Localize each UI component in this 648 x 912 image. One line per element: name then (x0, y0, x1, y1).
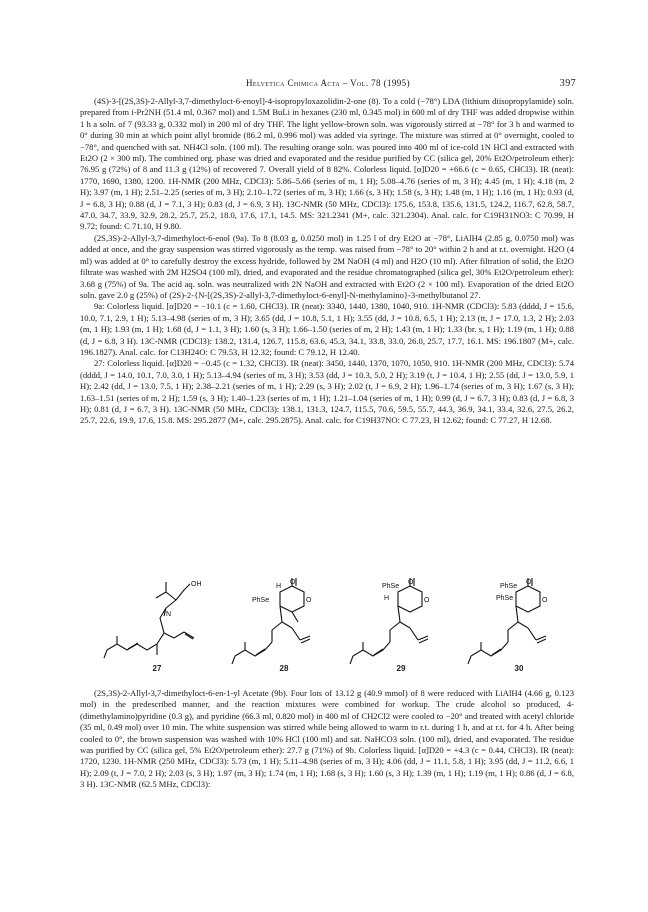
structure-label-29: 29 (396, 664, 406, 673)
atom-label: O (542, 597, 548, 604)
atom-label: O (424, 597, 430, 604)
paragraph-compound-8: (4S)-3-[(2S,3S)-2-Allyl-3,7-dimethyloct-6-enoyl]-4-isopropyloxazolidin-2-one (8). To a cold (−78°) LDA (lithium diisopropylamide) soln. prepared from i-Pr2NH (51.4 ml, 0.367 mol) and 1.5M BuLi in hexanes (230 ml, 0.345 mol) in 600 ml of dry THF was added dropwise within 1 h a soln. of 7 (93.33 g, 0.332 mol) in 200 ml of dry THF. The light yellow-brown soln. was vigorously stirred at −78° for 3 h and warmed to 0° during 30 min at which point allyl bromide (86.2 ml, 0.996 mol) was added via syringe. The mixture was stirred at 0° overnight, cooled to −78°, and quenched with sat. NH4Cl soln. (100 ml). The resulting orange soln. was poured into 400 ml of ice-cold 1N HCl and extracted with Et2O (2 × 300 ml). The combined org. phase was dried and evaporated and the residue purified by CC (silica gel, 20% Et2O/petroleum ether): 76.95 g (72%) of 8 and 11.3 g (12%) of recovered 7. Overall yield of 8 82%. Colorless liquid. [α]D20 = +66.6 (c = 0.65, CHCl3). IR (neat): 1770, 1690, 1380, 1200. 1H-NMR (200 MHz, CDCl3): 5.86–5.66 (series of m, 1 H); 5.08–4.76 (series of m, 3 H); 4.45 (m, 1 H); 4.18 (m, 2 H); 3.97 (m, 1 H); 2.51–2.25 (series of m, 3 H); 2.10–1.72 (series of m, 3 H); 1.66 (s, 3 H); 1.58 (s, 3 H); 1.48 (m, 1 H); 1.16 (m, 1 H); 0.93 (d, J = 6.8, 3 H); 0.88 (d, J = 7.1, 3 H); 0.83 (d, J = 6.9, 3 H). 13C-NMR (50 MHz, CDCl3): 175.6, 153.8, 135.6, 131.5, 124.2, 116.7, 62.8, 58.7, 47.0, 34.7, 33.9, 32.9, 28.2, 25.7, 25.2, 18.0, 17.6, 17.1, 14.5. MS: 321.2341 (M+, calc. 321.2304). Anal. calc. for C19H31NO3: C 70.99, H 9.72; found: C 71.10, H 9.80. (80, 96, 574, 232)
experimental-text-bottom (80, 688, 574, 791)
structure-29 (348, 578, 448, 664)
atom-label: O (526, 579, 532, 586)
atom-label: OH (191, 581, 202, 588)
atom-label: N (166, 611, 172, 618)
atom-label: PhSe (252, 597, 270, 604)
atom-label: H (384, 595, 390, 602)
journal-title: Helvetica Chimica Acta – Vol. 78 (1995) (246, 78, 410, 88)
structure-label-28: 28 (279, 664, 289, 673)
atom-label: H (276, 583, 282, 590)
paragraph-compound-9b: (2S,3S)-2-Allyl-3,7-dimethyloct-6-en-1-yl Acetate (9b). Four lots of 13.12 g (40.9 mmol) of 8 were reduced with LiAlH4 (4.66 g, 0.123 mol) in the predescribed manner, and the reaction mixtures were combined for workup. The crude alcohol so produced, 4-(dimethylamino)pyridine (0.3 g), and pyridine (66.3 ml, 0.820 mol) in 400 ml of CH2Cl2 were cooled to −20° and treated with acetyl chloride (35 ml, 0.49 mol) over 10 min. The white suspension was stirred while being allowed to warm to r.t. during 1 h, and at r.t. for 4 h. After being cooled to 0°, the brown suspension was washed with 10% HCl (100 ml) and sat. NaHCO3 soln. (100 ml), dried, and evaporated. The residue was purified by CC (silica gel, 5% Et2O/petroleum ether): 27.7 g (71%) of 9b. Colorless liquid. [α]D20 = +4.3 (c = 0.44, CHCl3). IR (neat): 1720, 1230. 1H-NMR (250 MHz, CDCl3): 5.73 (m, 1 H); 5.11–4.98 (series of m, 3 H); 4.06 (dd, J = 11.1, 5.8, 1 H); 3.95 (dd, J = 11.2, 6.6, 1 H); 2.09 (t, J = 7.0, 2 H); 2.03 (s, 3 H); 1.97 (m, 3 H); 1.74 (m, 1 H); 1.68 (s, 3 H); 1.60 (s, 3 H); 1.39 (m, 1 H); 1.19 (m, 1 H); 0.86 (d, J = 6.8, 3 H). 13C-NMR (62.5 MHz, CDCl3): (80, 688, 574, 790)
paragraph-compound-9a: (2S,3S)-2-Allyl-3,7-dimethyloct-6-enol (9a). To 8 (8.03 g, 0.0250 mol) in 1.25 l of dry Et2O at −78°, LiAlH4 (2.85 g, 0.0750 mol) was added at once, and the gray suspension was stirred vigorously as the temp. was raised from −78° to 20° within 2 h and at r.t. overnight. H2O (4 ml) was added at 0° to carefully destroy the excess hydride, followed by 2M NaOH (4 ml) and H2O (10 ml). After filtration of solid, the Et2O filtrate was washed with 2M H2SO4 (100 ml), dried, and evaporated and the residue chromatographed (silica gel, 30% Et2O/petroleum ether): 3.68 g (75%) of 9a. The acid aq. soln. was neutralized with 2N NaOH and extracted with Et2O (2 × 100 ml). Evaporation of the dried Et2O soln. gave 2.0 g (25%) of (2S)-2-{N-[(2S,3S)-2-allyl-3,7-dimethyloct-6-enyl]-N-methylamino}-3-methylbutanol 27. (80, 232, 574, 300)
atom-label: PhSe (496, 595, 514, 602)
atom-label: O (290, 579, 296, 586)
running-header (80, 78, 576, 92)
paragraph-27-data: 27: Colorless liquid. [α]D20 = −0.45 (c = 1.32, CHCl3). IR (neat): 3450, 1440, 1370, 1070, 1050, 910. 1H-NMR (200 MHz, CDCl3): 5.74 (dddd, J = 14.0, 10.1, 7.0, 3.0, 1 H); 5.13–4.94 (series of m, 3 H); 3.53 (dd, J = 10.3, 5.0, 2 H); 3.19 (t, J = 10.4, 1 H); 2.55 (dd, J = 13.0, 5.9, 1 H); 2.42 (dd, J = 13.0, 7.5, 1 H); 2.38–2.21 (series of m, 1 H); 2.29 (s, 3 H); 2.02 (t, J = 6.9, 2 H); 1.96–1.74 (series of m, 3 H); 1.67 (s, 3 H); 1.63–1.51 (series of m, 2 H); 1.59 (s, 3 H); 1.40–1.23 (series of m, 1 H); 1.21–1.04 (series of m, 1 H); 0.99 (d, J = 6.7, 3 H); 0.83 (d, J = 6.8, 3 H); 0.81 (d, J = 6.7, 3 H). 13C-NMR (50 MHz, CDCl3): 138.1, 131.3, 124.7, 115.5, 70.6, 59.5, 55.7, 44.3, 36.9, 34.1, 33.4, 32.6, 27.5, 26.2, 25.7, 22.6, 19.9, 17.6, 15.8. MS: 295.2877 (M+, calc. 295.2875). Anal. calc. for C19H37NO: C 77.23, H 12.62; found: C 77.27, H 12.68. (80, 358, 574, 426)
atom-label: PhSe (500, 583, 518, 590)
page-number: 397 (559, 78, 576, 89)
structure-label-30: 30 (514, 664, 524, 673)
atom-label: O (306, 597, 312, 604)
atom-label: PhSe (382, 583, 400, 590)
structure-label-27: 27 (152, 664, 162, 673)
experimental-text-top (80, 96, 574, 427)
structure-figure (80, 578, 574, 678)
structure-30 (466, 578, 566, 664)
structure-28 (230, 578, 330, 664)
structure-27 (102, 578, 212, 664)
paragraph-9a-data: 9a: Colorless liquid. [α]D20 = −10.1 (c = 1.60, CHCl3). IR (neat): 3340, 1440, 1380, 1040, 910. 1H-NMR (CDCl3): 5.83 (dddd, J = 15.6, 10.0, 7.1, 2.9, 1 H); 5.13–4.98 (series of m, 3 H); 3.65 (dd, J = 10.8, 5.1, 1 H); 3.55 (dd, J = 10.8, 6.5, 1 H); 2.13 (tt, J = 17.0, 1.3, 2 H); 2.03 (m, 1 H); 1.93 (m, 1 H); 1.68 (d, J = 1.1, 3 H); 1.60 (s, 3 H); 1.66–1.50 (series of m, 2 H); 1.43 (m, 1 H); 1.33 (br. s, 1 H); 1.19 (m, 1 H); 0.88 (d, J = 6.8, 3 H). 13C-NMR (CDCl3): 138.2, 131.4, 126.7, 115.8, 63.6, 45.3, 34.1, 33.8, 33.0, 26.0, 25.7, 17.7, 16.1. MS: 196.1807 (M+, calc. 196.1827). Anal. calc. for C13H24O: C 79.53, H 12.32; found: C 79.12, H 12.40. (80, 301, 574, 357)
atom-label: O (408, 579, 414, 586)
